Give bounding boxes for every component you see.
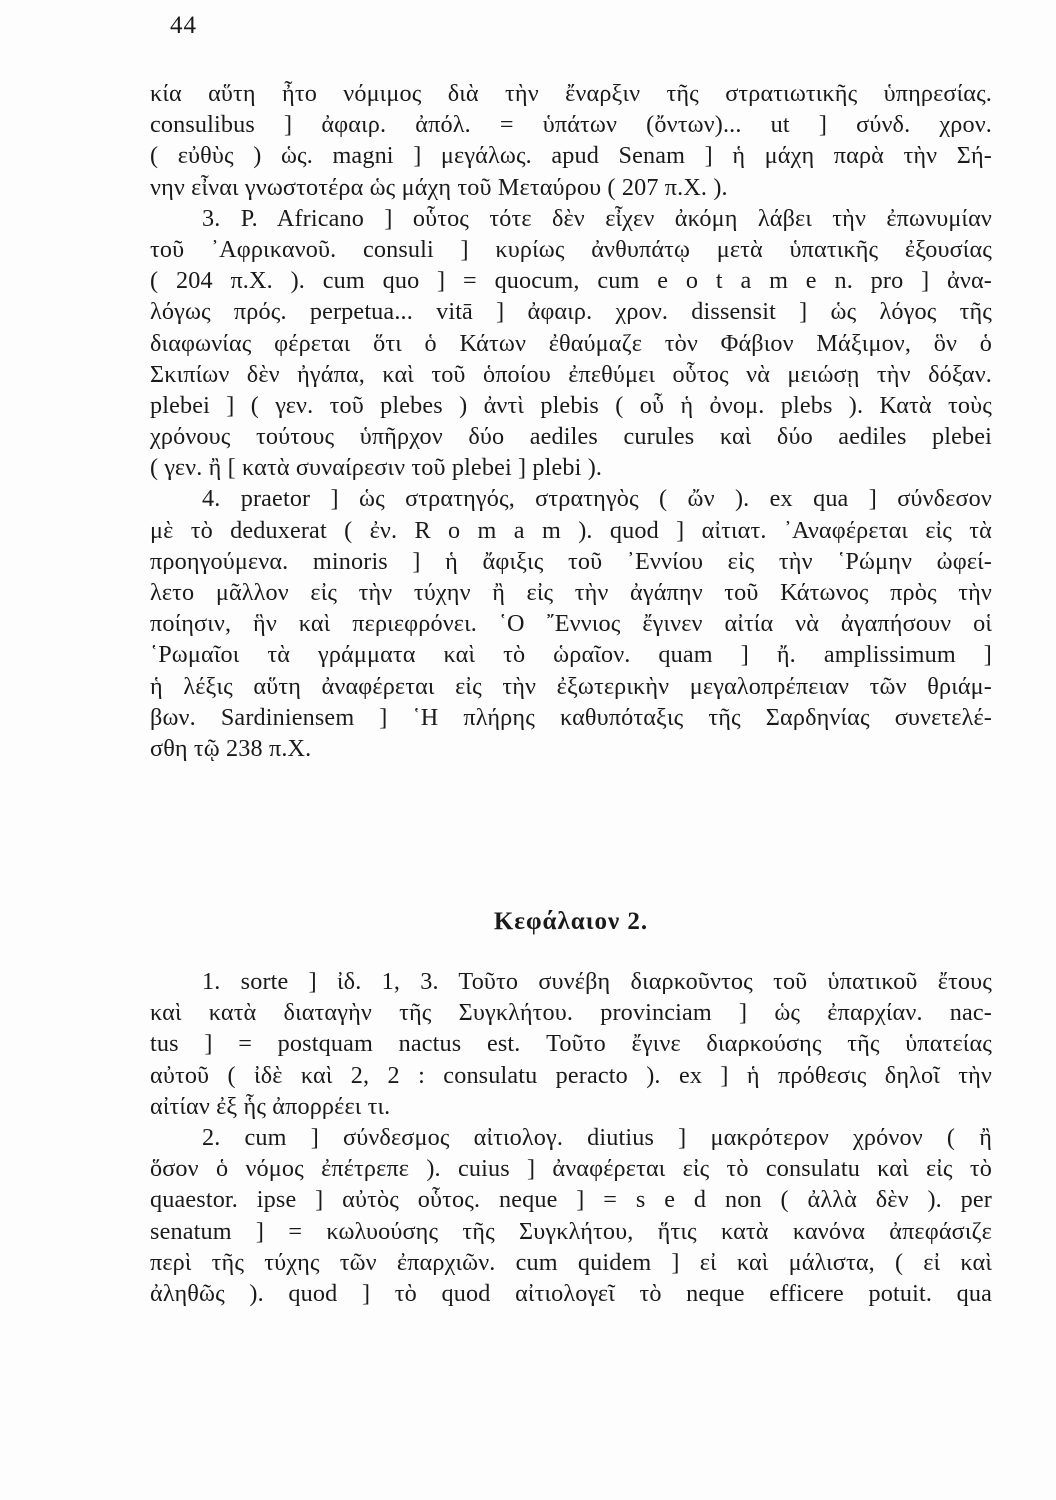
text-line: ποίησιν, ἣν καὶ περιεφρόνει. ῾Ο ῎Εννιος ἔγινεν αἰτία νὰ ἀγαπήσουν οἱ	[150, 610, 992, 638]
text-line: καὶ κατὰ διαταγὴν τῆς Συγκλήτου. provinciam ] ὡς ἐπαρχίαν. nac-	[150, 999, 992, 1027]
text-line: προηγούμενα. minoris ] ἡ ἄφιξις τοῦ ᾽Εννίου εἰς τὴν ῾Ρώμην ὠφεί-	[150, 547, 992, 575]
text-line: consulibus ] ἀφαιρ. ἀπόλ. = ὑπάτων (ὄντων)... ut ] σύνδ. χρον.	[150, 111, 992, 139]
text-line: 4. praetor ] ὡς στρατηγός, στρατηγὸς ( ὤν ). ex qua ] σύνδεσον	[202, 485, 992, 513]
text-line: 1. sorte ] ἰδ. 1, 3. Τοῦτο συνέβη διαρκοῦντος τοῦ ὑπατικοῦ ἔτους	[202, 968, 992, 995]
text-line: ( εὐθὺς ) ὡς. magni ] μεγάλως. apud Senam ] ἡ μάχη παρὰ τὴν Σή-	[150, 142, 992, 170]
text-line: 3. P. Africano ] οὗτος τότε δὲν εἶχεν ἀκόμη λάβει τὴν ἐπωνυμίαν	[202, 204, 992, 232]
text-line: plebei ] ( γεν. τοῦ plebes ) ἀντὶ plebis ( οὗ ἡ ὀνομ. plebs ). Κατὰ τοὺς	[150, 391, 992, 419]
text-line: ἀληθῶς ). quod ] τὸ quod αἰτιολογεῖ τὸ neque efficere potuit. qua	[150, 1279, 992, 1307]
chapter-heading: Κεφάλαιον 2.	[493, 908, 649, 935]
text-line: σθη τῷ 238 π.Χ.	[150, 734, 312, 762]
text-line: ( γεν. ἢ [ κατὰ συναίρεσιν τοῦ plebei ] plebi ).	[150, 454, 603, 482]
text-line: βων. Sardiniensem ] ῾Η πλήρης καθυπόταξις τῆς Σαρδηνίας συνετελέ-	[150, 703, 992, 731]
page-number: 44	[170, 12, 197, 39]
text-line: tus ] = postquam nactus est. Τοῦτο ἔγινε διαρκούσης τῆς ὑπατείας	[150, 1030, 992, 1058]
text-line: κία αὕτη ἦτο νόμιμος διὰ τὴν ἔναρξιν τῆς στρατιωτικῆς ὑπηρεσίας.	[150, 80, 992, 107]
text-line: αὐτοῦ ( ἰδὲ καὶ 2, 2 : consulatu peracto ). ex ] ἡ πρόθεσις δηλοῖ τὴν	[150, 1061, 992, 1089]
text-line: διαφωνίας φέρεται ὅτι ὁ Κάτων ἐθαύμαζε τὸν Φάβιον Μάξιμον, ὃν ὁ	[150, 329, 992, 357]
text-line: μὲ τὸ deduxerat ( ἐν. R o m a m ). quod ] αἰτιατ. ᾽Αναφέρεται εἰς τὰ	[150, 516, 992, 544]
text-line: αἰτίαν ἐξ ἧς ἀπορρέει τι.	[150, 1092, 391, 1120]
commentary-section-1	[150, 78, 992, 764]
text-line: λόγως πρός. perpetua... vitā ] ἀφαιρ. χρον. dissensit ] ὡς λόγος τῆς	[150, 298, 992, 326]
text-line: ῾Ρωμαῖοι τὰ γράμματα καὶ τὸ ὡραῖον. quam ] ἤ. amplissimum ]	[150, 641, 992, 669]
text-line: ἡ λέξις αὕτη ἀναφέρεται εἰς τὴν ἐξωτερικὴν μεγαλοπρέπειαν τῶν θριάμ-	[150, 672, 992, 700]
text-line: Σκιπίων δὲν ἠγάπα, καὶ τοῦ ὁποίου ἐπεθύμει οὗτος νὰ μειώσῃ τὴν δόξαν.	[150, 360, 992, 388]
commentary-section-2	[150, 966, 992, 1309]
text-line: λετο μᾶλλον εἰς τὴν τύχην ἢ εἰς τὴν ἀγάπην τοῦ Κάτωνος πρὸς τὴν	[150, 579, 992, 606]
text-line: τοῦ ᾽Αφρικανοῦ. consuli ] κυρίως ἀνθυπάτῳ μετὰ ὑπατικῆς ἐξουσίας	[150, 235, 992, 263]
text-line: ( 204 π.Χ. ). cum quo ] = quocum, cum e o t a m e n. pro ] ἀνα-	[150, 267, 992, 295]
text-line: 2. cum ] σύνδεσμος αἰτιολογ. diutius ] μακρότερον χρόνον ( ἢ	[202, 1123, 992, 1151]
text-line: χρόνους τούτους ὑπῆρχον δύο aediles curules καὶ δύο aediles plebei	[150, 423, 992, 451]
text-line: περὶ τῆς τύχης τῶν ἐπαρχιῶν. cum quidem ] εἰ καὶ μάλιστα, ( εἰ καὶ	[150, 1248, 992, 1276]
text-line: senatum ] = κωλυούσης τῆς Συγκλήτου, ἥτις κατὰ κανόνα ἀπεφάσιζε	[150, 1217, 992, 1245]
text-line: νην εἶναι γνωστοτέρα ὡς μάχη τοῦ Μεταύρου ( 207 π.Χ. ).	[150, 173, 728, 201]
text-line: ὅσον ὁ νόμος ἐπέτρεπε ). cuius ] ἀναφέρεται εἰς τὸ consulatu καὶ εἰς τὸ	[150, 1155, 992, 1183]
text-line: quaestor. ipse ] αὐτὸς οὗτος. neque ] = s e d non ( ἀλλὰ δὲν ). per	[150, 1186, 992, 1214]
